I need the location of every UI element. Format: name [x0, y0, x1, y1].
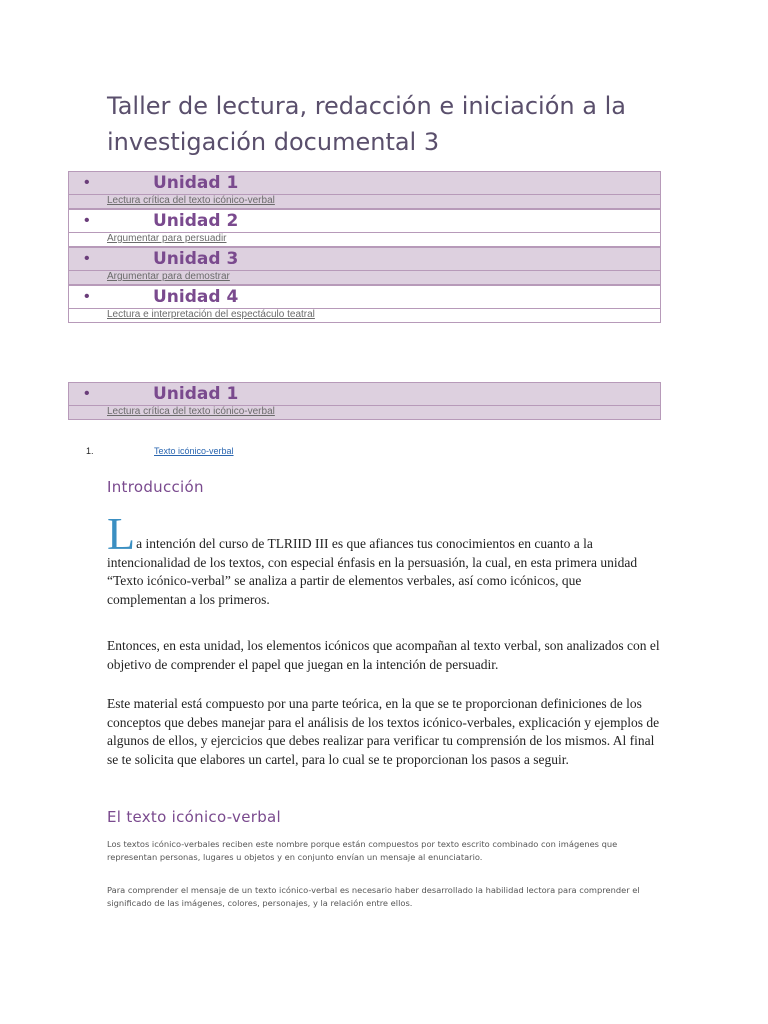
bullet-icon: • — [84, 385, 90, 402]
unit-item[interactable] — [68, 247, 661, 285]
unit-item[interactable] — [68, 209, 661, 247]
section-paragraph-1: Los textos icónico-verbales reciben este nombre porque están compuestos por texto escrito combinado con imágenes que representan personas, lugares u objetos y en conjunto envían un mensaje al enunciatario. — [107, 839, 618, 862]
unit-title-link[interactable]: Unidad 1 — [153, 173, 239, 193]
intro-paragraph-3: Este material está compuesto por una parte teórica, en la que se te proporcionan definiciones de los conceptos que debes manejar para el análisis de los textos icónico-verbales, explicación y ejemplos de algunos de ellos, y ejercicios que debes realizar para verificar tu comprensión de los mismos. Al final se te solicita que elabores un cartel, para lo cual se te proporcionan los pasos a seguir. — [107, 696, 660, 767]
unit-title-link[interactable]: Unidad 1 — [153, 384, 239, 404]
drop-cap: L — [107, 508, 136, 559]
unit-title-link[interactable]: Unidad 2 — [153, 211, 239, 231]
unit-list-current — [68, 382, 663, 420]
section-heading: El texto icónico-verbal — [107, 808, 281, 826]
bullet-icon: • — [84, 288, 90, 305]
unit-subtitle-link[interactable]: Argumentar para demostrar — [107, 271, 230, 282]
intro-paragraph-2: Entonces, en esta unidad, los elementos icónicos que acompañan al texto verbal, son analizados con el objetivo de comprender el papel que juegan en la intención de persuadir. — [107, 638, 660, 672]
intro-paragraph-1-text: a intención del curso de TLRIID III es que afiances tus conocimientos en cuanto a la intencionalidad de los textos, con especial énfasis en la persuasión, la cual, en esta primera unidad “Texto icónico-verbal” se analiza a partir de elementos verbales, así como icónicos, que complementan a los primeros. — [107, 536, 638, 607]
topic-link[interactable]: Texto icónico-verbal — [154, 446, 234, 456]
unit-item[interactable] — [68, 382, 661, 420]
document-title: Taller de lectura, redacción e iniciación a la investigación documental 3 — [107, 92, 626, 156]
unit-subtitle-link[interactable]: Lectura crítica del texto icónico-verbal — [107, 195, 275, 206]
unit-item[interactable] — [68, 171, 661, 209]
section-paragraph-2: Para comprender el mensaje de un texto icónico-verbal es necesario haber desarrollado la habilidad lectora para comprender el significado de las imágenes, colores, personajes, y la relación entre ellos. — [107, 885, 640, 908]
unit-list-top — [68, 171, 663, 323]
unit-item[interactable] — [68, 285, 661, 323]
unit-subtitle-link[interactable]: Lectura crítica del texto icónico-verbal — [107, 406, 275, 417]
bullet-icon: • — [84, 250, 90, 267]
unit-title-link[interactable]: Unidad 3 — [153, 249, 239, 269]
unit-title-link[interactable]: Unidad 4 — [153, 287, 239, 307]
bullet-icon: • — [84, 174, 90, 191]
bullet-icon: • — [84, 212, 90, 229]
unit-subtitle-link[interactable]: Lectura e interpretación del espectáculo teatral — [107, 309, 315, 320]
intro-paragraph-1 — [107, 508, 663, 609]
list-number: 1. — [86, 446, 94, 456]
intro-heading: Introducción — [107, 478, 204, 496]
unit-subtitle-link[interactable]: Argumentar para persuadir — [107, 233, 227, 244]
